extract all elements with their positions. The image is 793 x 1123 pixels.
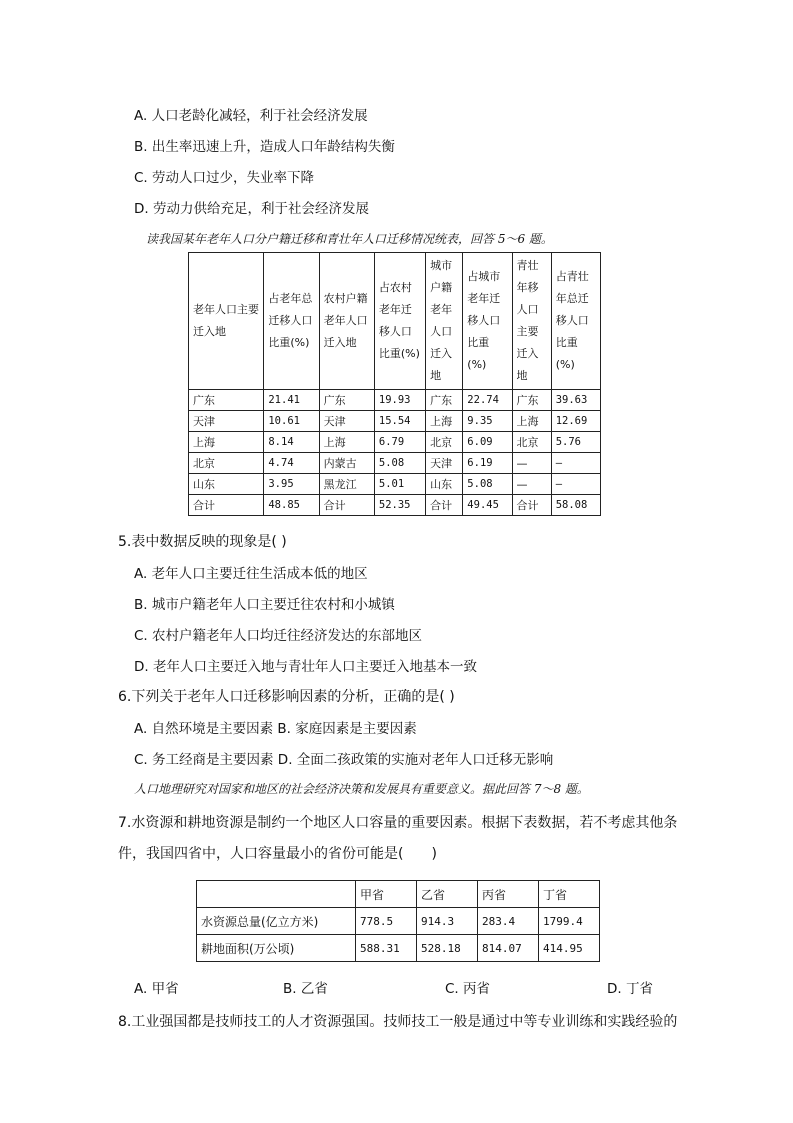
q6-options-ab: A. 自然环境是主要因素 B. 家庭因素是主要因素 xyxy=(134,721,417,737)
cell: 8.14 xyxy=(264,432,319,453)
cell: 283.4 xyxy=(478,908,539,935)
cell: 39.63 xyxy=(551,390,600,411)
cell: 58.08 xyxy=(551,495,600,516)
cell: 3.95 xyxy=(264,474,319,495)
cell: 天津 xyxy=(189,411,264,432)
cell: 广东 xyxy=(189,390,264,411)
header-cell: 丙省 xyxy=(478,881,539,908)
cell: 5.08 xyxy=(374,453,425,474)
cell: 21.41 xyxy=(264,390,319,411)
cell: 914.3 xyxy=(417,908,478,935)
header-cell: 丁省 xyxy=(539,881,600,908)
q6-stem: 6.下列关于老年人口迁移影响因素的分析，正确的是( ) xyxy=(118,689,455,705)
table-row xyxy=(189,453,601,474)
cell: 上海 xyxy=(512,411,551,432)
q5-option-c: C. 农村户籍老年人口均迁往经济发达的东部地区 xyxy=(134,628,423,644)
header-cell: 占老年总迁移人口比重(%) xyxy=(264,253,319,390)
q4-option-a: A. 人口老龄化减轻，利于社会经济发展 xyxy=(134,108,368,124)
cell: 10.61 xyxy=(264,411,319,432)
cell: 6.79 xyxy=(374,432,425,453)
q8-stem-line1: 8.工业强国都是技师技工的人才资源强国。技师技工一般是通过中等专业训练和实践经验的 xyxy=(118,1014,678,1030)
cell: — xyxy=(551,453,600,474)
cell: 52.35 xyxy=(374,495,425,516)
cell: 1799.4 xyxy=(539,908,600,935)
header-cell: 占青壮年总迁移人口比重(%) xyxy=(551,253,600,390)
table-header-row xyxy=(197,881,600,908)
row-label: 耕地面积(万公顷) xyxy=(197,935,356,962)
header-cell xyxy=(197,881,356,908)
cell: 49.45 xyxy=(463,495,512,516)
cell: 北京 xyxy=(189,453,264,474)
q5-option-d: D. 老年人口主要迁入地与青壮年人口主要迁入地基本一致 xyxy=(134,659,477,675)
cell: 天津 xyxy=(426,453,463,474)
cell: 528.18 xyxy=(417,935,478,962)
cell: 6.19 xyxy=(463,453,512,474)
q6-options-cd: C. 务工经商是主要因素 D. 全面二孩政策的实施对老年人口迁移无影响 xyxy=(134,752,554,768)
header-cell: 青壮年移人口主要迁入地 xyxy=(512,253,551,390)
resource-table xyxy=(196,880,600,962)
cell: 广东 xyxy=(319,390,374,411)
table-row xyxy=(189,411,601,432)
cell: 12.69 xyxy=(551,411,600,432)
header-cell: 甲省 xyxy=(356,881,417,908)
table-row xyxy=(197,935,600,962)
header-cell: 占农村老年迁移人口比重(%) xyxy=(374,253,425,390)
cell: 北京 xyxy=(426,432,463,453)
cell: 5.01 xyxy=(374,474,425,495)
cell: 合计 xyxy=(512,495,551,516)
cell: 414.95 xyxy=(539,935,600,962)
q5-option-b: B. 城市户籍老年人口主要迁往农村和小城镇 xyxy=(134,597,395,613)
table-row xyxy=(189,432,601,453)
table-row-total xyxy=(189,495,601,516)
cell: 山东 xyxy=(189,474,264,495)
cell: 6.09 xyxy=(463,432,512,453)
cell: — xyxy=(512,474,551,495)
cell: 5.76 xyxy=(551,432,600,453)
cell: 黑龙江 xyxy=(319,474,374,495)
header-cell: 占城市老年迁移人口比重(%) xyxy=(463,253,512,390)
table-row xyxy=(189,390,601,411)
cell: 15.54 xyxy=(374,411,425,432)
cell: 上海 xyxy=(189,432,264,453)
cell: 5.08 xyxy=(463,474,512,495)
cell: 9.35 xyxy=(463,411,512,432)
intro-q5-6: 读我国某年老年人口分户籍迁移和青壮年人口迁移情况统表，回答 5～6 题。 xyxy=(146,232,553,246)
q7-stem-line2: 件，我国四省中，人口容量最小的省份可能是( ) xyxy=(118,846,437,862)
table-row xyxy=(189,474,601,495)
table-header-row xyxy=(189,253,601,390)
header-cell: 乙省 xyxy=(417,881,478,908)
header-cell: 城市户籍老年人口迁入地 xyxy=(426,253,463,390)
q7-option-c: C. 丙省 xyxy=(445,981,491,997)
cell: 天津 xyxy=(319,411,374,432)
q5-stem: 5.表中数据反映的现象是( ) xyxy=(118,534,287,550)
header-cell: 农村户籍老年人口迁入地 xyxy=(319,253,374,390)
cell: 上海 xyxy=(319,432,374,453)
cell: 778.5 xyxy=(356,908,417,935)
cell: 合计 xyxy=(189,495,264,516)
q5-option-a: A. 老年人口主要迁往生活成本低的地区 xyxy=(134,566,368,582)
table-row xyxy=(197,908,600,935)
cell: 48.85 xyxy=(264,495,319,516)
cell: 合计 xyxy=(426,495,463,516)
cell: 588.31 xyxy=(356,935,417,962)
cell: 19.93 xyxy=(374,390,425,411)
cell: 广东 xyxy=(426,390,463,411)
cell: 4.74 xyxy=(264,453,319,474)
q4-option-d: D. 劳动力供给充足，利于社会经济发展 xyxy=(134,201,369,217)
cell: 22.74 xyxy=(463,390,512,411)
cell: 814.07 xyxy=(478,935,539,962)
q7-option-d: D. 丁省 xyxy=(607,981,653,997)
cell: 北京 xyxy=(512,432,551,453)
row-label: 水资源总量(亿立方米) xyxy=(197,908,356,935)
q7-stem-line1: 7.水资源和耕地资源是制约一个地区人口容量的重要因素。根据下表数据，若不考虑其他条 xyxy=(118,815,678,831)
q4-option-b: B. 出生率迅速上升，造成人口年龄结构失衡 xyxy=(134,139,395,155)
cell: 合计 xyxy=(319,495,374,516)
migration-table xyxy=(188,252,601,516)
cell: — xyxy=(551,474,600,495)
q7-option-b: B. 乙省 xyxy=(283,981,328,997)
cell: 山东 xyxy=(426,474,463,495)
header-cell: 老年人口主要迁入地 xyxy=(189,253,264,390)
intro-q7-8: 人口地理研究对国家和地区的社会经济决策和发展具有重要意义。据此回答 7～8 题。 xyxy=(134,782,589,796)
cell: — xyxy=(512,453,551,474)
cell: 内蒙古 xyxy=(319,453,374,474)
cell: 上海 xyxy=(426,411,463,432)
q7-option-a: A. 甲省 xyxy=(134,981,179,997)
q4-option-c: C. 劳动人口过少，失业率下降 xyxy=(134,170,315,186)
cell: 广东 xyxy=(512,390,551,411)
